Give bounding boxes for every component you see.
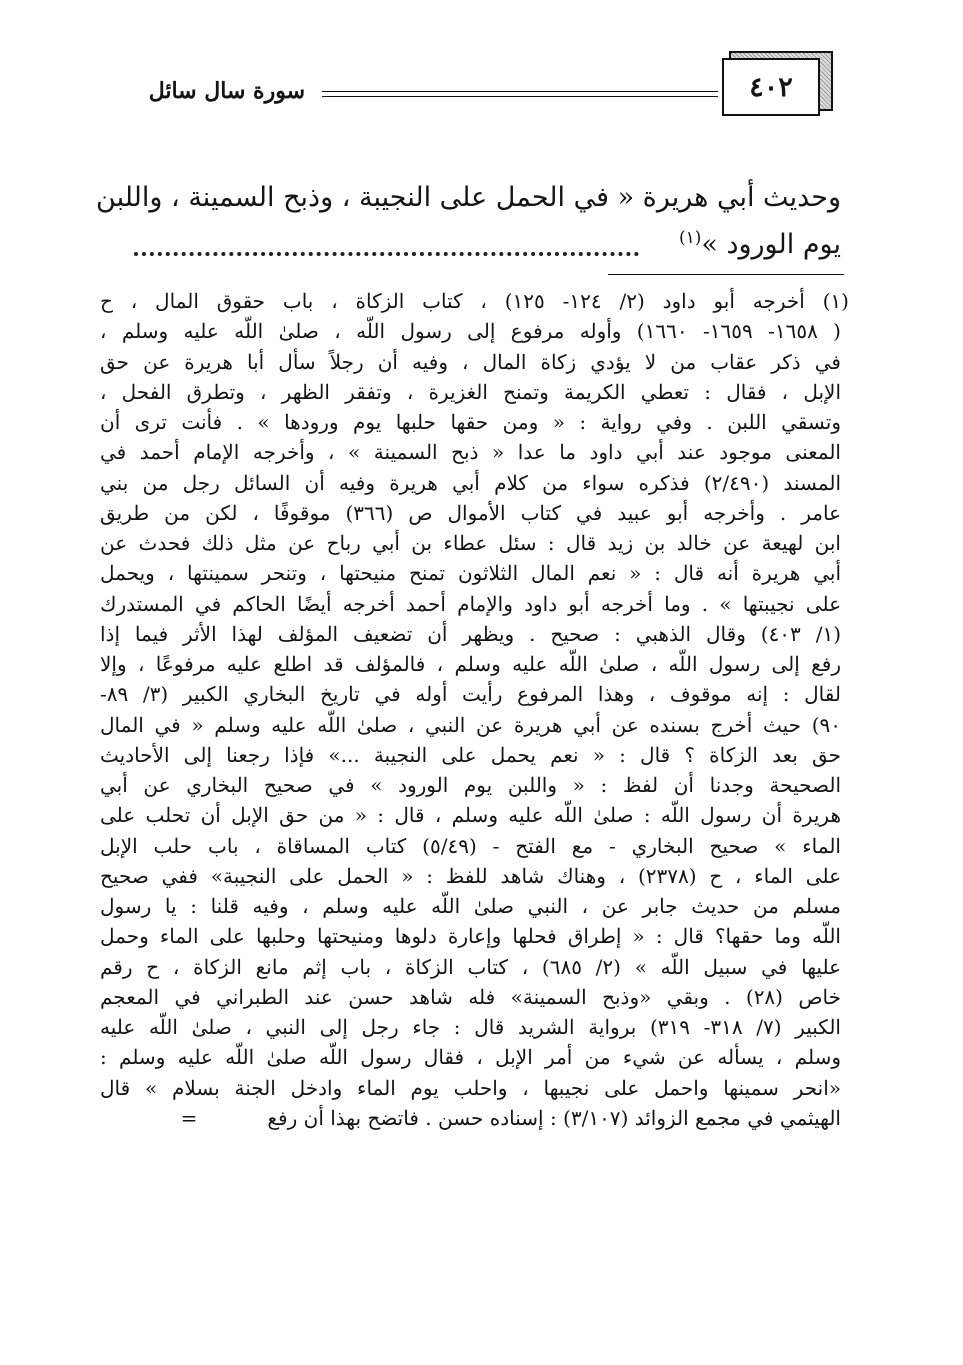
footnote-line: الكبير (٧/ ٣١٨- ٣١٩) برواية الشريد قال : جاء رجل إلى النبي ، صلىٰ اللّه عليه: [100, 1015, 841, 1039]
footnote-line: عامر . وأخرجه أبو عبيد في كتاب الأموال ص (٣٦٦) موقوفًا ، لكن من طريق: [100, 500, 841, 525]
footnote-marker: (١): [678, 228, 702, 248]
footnote-line: وتسقي اللبن . وفي رواية : « ومن حقها حلبها يوم ورودها » . فأنت ترى أن: [100, 410, 841, 434]
footnote-line: «انحر سمينها واحمل على نجيبها ، واحلب يوم الماء وادخل الجنة بسلام » قال: [100, 1075, 842, 1100]
footnote-line: في ذكر عقاب من لا يؤدي زكاة المال ، وفيه أن رجلاً سأل أبا هريرة عن حق: [100, 349, 841, 374]
footnote-line: ( ١٦٥٨- ١٦٥٩- ١٦٦٠) وأوله مرفوع إلى رسول اللّه ، صلىٰ اللّه عليه وسلم ،: [100, 319, 841, 344]
footnote-line: خاص (٢٨) . وبقي «وذبح السمينة» فله شاهد حسن عند الطبراني في المعجم: [100, 984, 841, 1009]
footnote-line: على نجيبتها » . وما أخرجه أبو داود والإمام أحمد أخرجه أيضًا الحاكم في المستدرك: [100, 591, 841, 616]
footnote-line: حق بعد الزكاة ؟ قال : « نعم يحمل على النجيبة ...» فإذا رجعنا إلى الأحاديث: [100, 742, 841, 767]
footnote-line: هريرة أن رسول اللّه : صلىٰ اللّه عليه وسلم ، قال : « من حق الإبل أن تحلب على: [100, 803, 841, 828]
footnote-line: رفع إلى رسول اللّه ، صلىٰ اللّه عليه وسلم ، فالمؤلف قد اطلع عليه مرفوعًا ، وإلا: [100, 652, 841, 676]
footnote-line-text: الهيثمي في مجمع الزوائد (٣/١٠٧) : إسناده حسن . فاتضح بهذا أن رفع: [267, 1105, 841, 1130]
footnote-line: وسلم ، يسأله عن شيء من أمر الإبل ، فقال رسول اللّه صلىٰ اللّه عليه وسلم :: [100, 1045, 841, 1070]
main-text-line: وحديث أبي هريرة « في الحمل على النجيبة ، وذبح السمينة ، واللبن: [96, 182, 841, 213]
main-text-fragment: يوم الورود »: [701, 229, 841, 260]
footnote-line: أبي هريرة أنه قال : « نعم المال الثلاثون تمنح منيحتها ، وتنحر سمينتها ، ويحمل: [100, 561, 841, 586]
footnote-line: على الماء ، ح (٢٣٧٨) ، وهناك شاهد للفظ : « الحمل على النجيبة» ففي صحيح: [100, 863, 841, 888]
running-title: سورة سال سائل: [148, 78, 305, 104]
footnote-line: ٩٠) حيث أخرج بسنده عن أبي هريرة عن النبي ، صلىٰ اللّه عليه وسلم « في المال: [100, 712, 841, 737]
footnote-line: [100, 1103, 841, 1133]
footnote-line: ابن لهيعة عن خالد بن زيد قال : سئل عطاء بن أبي رباح عن مثل ذلك فحدث عن: [100, 531, 841, 555]
footnote-line: المسند (٢/٤٩٠) فذكره سواء من كلام أبي هريرة وفيه أن السائل رجل من بني: [100, 470, 841, 495]
footnote-line: مسلم من حديث جابر عن ، النبي صلىٰ اللّه عليه وسلم ، وفيه قلنا : يا رسول: [100, 894, 841, 918]
footnote-line: الإبل ، فقال : تعطي الكريمة وتمنح الغزيرة ، وتفقر الظهر ، وتطرق الفحل ،: [100, 379, 841, 404]
footnote-line: اللّه وما حقها؟ قال : « إطراق فحلها وإعارة دلوها ومنيحتها وحلبها على الماء وحمل: [100, 924, 841, 949]
dotted-leader: [134, 250, 639, 256]
footnote-line: (١/ ٤٠٣) وقال الذهبي : صحيح . ويظهر أن تضعيف المؤلف لهذا الأثر فيما إذا: [100, 621, 841, 646]
footnote-line: المعنى موجود عند أبي داود ما عدا « ذبح السمينة » ، وأخرجه الإمام أحمد في: [100, 440, 841, 465]
header-rule: [322, 91, 718, 97]
page-number: ٤٠٢: [722, 58, 820, 116]
footnote-separator: [608, 274, 844, 275]
footnote-line: الصحيحة وجدنا أن لفظ : « واللبن يوم الورود » في صحيح البخاري عن أبي: [100, 773, 841, 797]
footnote-line: (١) أخرجه أبو داود (٢/ ١٢٤- ١٢٥) ، كتاب الزكاة ، باب حقوق المال ، ح: [100, 289, 849, 313]
footnote-line: عليها في سبيل اللّه » (٢/ ٦٨٥) ، كتاب الزكاة ، باب إثم مانع الزكاة ، ح رقم: [100, 954, 841, 979]
footnote-line: الماء » صحيح البخاري - مع الفتح - (٥/٤٩) كتاب المساقاة ، باب حلب الإبل: [100, 833, 841, 858]
continuation-mark: =: [180, 1105, 198, 1130]
footnote-block: [100, 286, 849, 1133]
main-text-line: [679, 225, 841, 265]
footnote-line: لقال : إنه موقوف ، وهذا المرفوع رأيت أوله في تاريخ البخاري الكبير (٣/ ٨٩-: [100, 682, 841, 707]
